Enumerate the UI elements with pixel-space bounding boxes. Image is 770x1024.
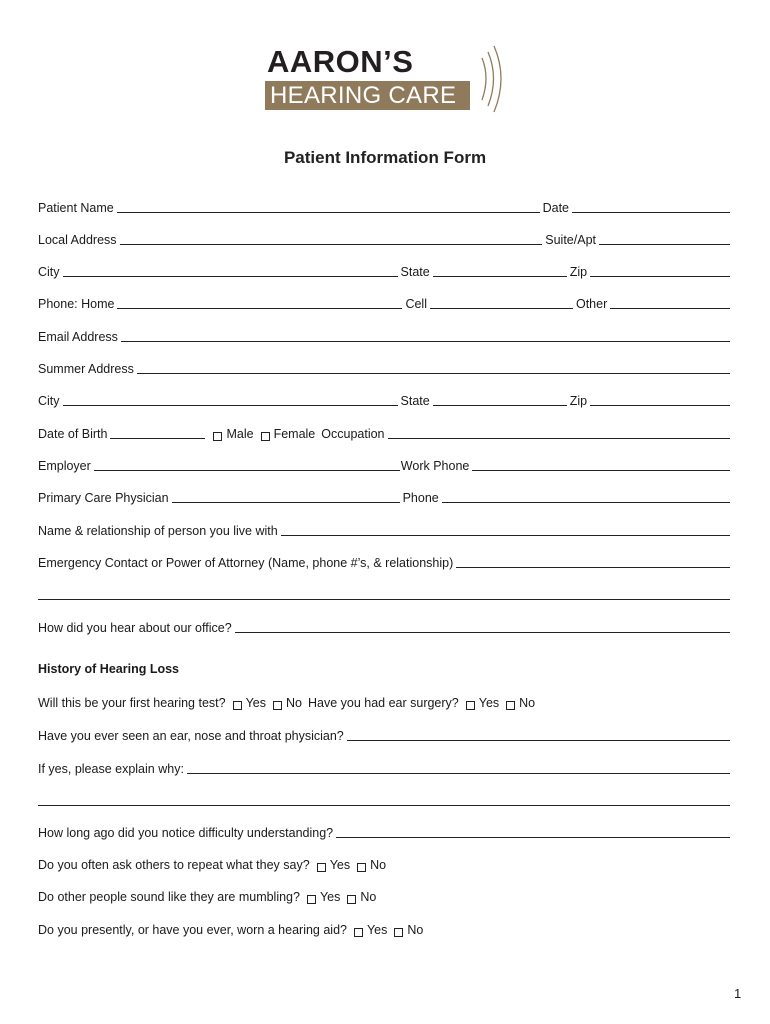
q6-yes-label: Yes [329, 858, 351, 872]
cell-label: Cell [405, 297, 427, 311]
row-q7 [38, 886, 730, 904]
phone-home-label: Phone: Home [38, 297, 115, 311]
summer-address-field[interactable] [137, 373, 730, 374]
q8-yes-checkbox[interactable] [354, 928, 363, 937]
cell-field[interactable] [430, 308, 573, 309]
q6-no-label: No [370, 858, 387, 872]
page-number: 1 [734, 986, 742, 1001]
logo-line2: HEARING CARE [270, 82, 457, 109]
patient-name-field[interactable] [117, 212, 540, 213]
row-summer-address [38, 358, 730, 376]
q7-yes-label: Yes [319, 890, 341, 904]
row-employer [38, 455, 730, 473]
row-city [38, 261, 730, 279]
q4-label: If yes, please explain why: [38, 762, 184, 776]
state-field[interactable] [433, 276, 567, 277]
row-dob [38, 423, 730, 441]
row-phone [38, 293, 730, 311]
row-q1-q2 [38, 692, 730, 710]
suite-apt-label: Suite/Apt [545, 233, 596, 247]
hear-about-field[interactable] [235, 632, 730, 633]
q7-label: Do other people sound like they are mumbling? [38, 890, 300, 904]
emergency-field[interactable] [456, 567, 730, 568]
row-patient-name [38, 197, 730, 215]
state2-label: State [400, 394, 430, 408]
emergency-field-line2[interactable] [38, 599, 730, 600]
female-label: Female [273, 427, 316, 441]
q8-yes-label: Yes [366, 923, 388, 937]
company-logo [265, 44, 515, 116]
q6-no-checkbox[interactable] [357, 863, 366, 872]
page-title: Patient Information Form [283, 148, 487, 167]
q1-no-checkbox[interactable] [273, 701, 282, 710]
email-field[interactable] [121, 341, 730, 342]
employer-field[interactable] [94, 470, 400, 471]
q2-yes-label: Yes [478, 696, 500, 710]
row-q6 [38, 854, 730, 872]
q7-yes-checkbox[interactable] [307, 895, 316, 904]
row-q8 [38, 919, 730, 937]
local-address-label: Local Address [38, 233, 117, 247]
q4-field-line2[interactable] [38, 805, 730, 806]
occupation-field[interactable] [388, 438, 731, 439]
male-label: Male [226, 427, 254, 441]
date-label: Date [542, 201, 569, 215]
dob-label: Date of Birth [38, 427, 108, 441]
zip2-field[interactable] [590, 405, 730, 406]
employer-label: Employer [38, 459, 91, 473]
q7-no-label: No [360, 890, 377, 904]
q1-yes-label: Yes [245, 696, 266, 710]
local-address-field[interactable] [120, 244, 543, 245]
work-phone-label: Work Phone [400, 459, 470, 473]
row-hear-about [38, 617, 730, 635]
other-label: Other [575, 297, 608, 311]
q1-yes-checkbox[interactable] [233, 701, 242, 710]
row-q4 [38, 758, 730, 776]
sound-waves-icon [470, 44, 515, 116]
row-email [38, 326, 730, 344]
q3-label: Have you ever seen an ear, nose and throat physician? [38, 729, 344, 743]
q8-no-checkbox[interactable] [394, 928, 403, 937]
live-with-field[interactable] [281, 535, 730, 536]
q1-label: Will this be your first hearing test? [38, 696, 226, 710]
hear-about-label: How did you hear about our office? [38, 621, 232, 635]
female-checkbox[interactable] [261, 432, 270, 441]
phone-home-field[interactable] [117, 308, 402, 309]
row-q3 [38, 725, 730, 743]
emergency-label: Emergency Contact or Power of Attorney (Name, phone #’s, & relationship) [38, 556, 454, 570]
q1-no-label: No [285, 696, 302, 710]
pcp-label: Primary Care Physician [38, 491, 169, 505]
date-field[interactable] [572, 212, 730, 213]
work-phone-field[interactable] [472, 470, 730, 471]
q4-field[interactable] [187, 773, 730, 774]
pcp-phone-label: Phone [402, 491, 439, 505]
patient-name-label: Patient Name [38, 201, 114, 215]
q2-no-label: No [519, 696, 536, 710]
row-city-2 [38, 390, 730, 408]
zip-field[interactable] [590, 276, 730, 277]
row-pcp [38, 487, 730, 505]
logo-line1: AARON’S [267, 44, 414, 79]
q2-yes-checkbox[interactable] [466, 701, 475, 710]
q6-label: Do you often ask others to repeat what they say? [38, 858, 310, 872]
city2-label: City [38, 394, 60, 408]
pcp-field[interactable] [172, 502, 400, 503]
pcp-phone-field[interactable] [442, 502, 730, 503]
suite-apt-field[interactable] [599, 244, 730, 245]
live-with-label: Name & relationship of person you live with [38, 524, 278, 538]
dob-field[interactable] [110, 438, 205, 439]
row-live-with [38, 520, 730, 538]
q3-field[interactable] [347, 740, 730, 741]
q7-no-checkbox[interactable] [347, 895, 356, 904]
occupation-label: Occupation [321, 427, 385, 441]
q5-field[interactable] [336, 837, 730, 838]
city-field[interactable] [63, 276, 398, 277]
zip2-label: Zip [569, 394, 588, 408]
state2-field[interactable] [433, 405, 567, 406]
q8-no-label: No [407, 923, 424, 937]
row-local-address [38, 229, 730, 247]
zip-label: Zip [569, 265, 588, 279]
city-label: City [38, 265, 60, 279]
history-heading: History of Hearing Loss [38, 662, 179, 676]
q6-yes-checkbox[interactable] [317, 863, 326, 872]
city2-field[interactable] [63, 405, 398, 406]
row-emergency [38, 552, 730, 570]
summer-address-label: Summer Address [38, 362, 134, 376]
q5-label: How long ago did you notice difficulty understanding? [38, 826, 334, 840]
q2-no-checkbox[interactable] [506, 701, 515, 710]
state-label: State [400, 265, 430, 279]
email-label: Email Address [38, 330, 118, 344]
male-checkbox[interactable] [213, 432, 222, 441]
other-field[interactable] [610, 308, 730, 309]
row-q5 [38, 822, 730, 840]
q8-label: Do you presently, or have you ever, worn a hearing aid? [38, 923, 347, 937]
q2-label: Have you had ear surgery? [307, 696, 459, 710]
